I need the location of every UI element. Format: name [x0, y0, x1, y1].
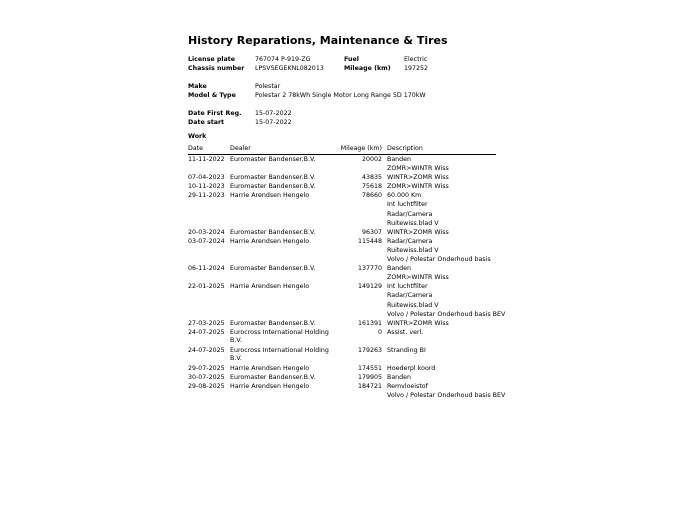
row-mileage: 0 — [377, 328, 382, 336]
row-date: 27-03-2025 — [188, 319, 225, 327]
row-description: Banden — [387, 156, 412, 163]
row-date: 11-11-2022 — [188, 156, 225, 163]
chassis-value: LPSVSEGEKNL082013 — [255, 65, 324, 72]
model-label: Model & Type — [188, 92, 236, 99]
row-description: Ruitewiss.blad V — [387, 301, 439, 309]
row-description: Int luchtfilter — [387, 201, 428, 209]
row-date: 29-08-2025 — [188, 383, 225, 391]
row-description: Volvo / Polestar Onderhoud basis BEV — [387, 392, 506, 400]
row-description: 60.000 Km — [387, 192, 422, 200]
start-label: Date start — [188, 119, 225, 126]
row-dealer: Euromaster Bandenser.B.V. — [230, 183, 316, 191]
row-description: Ruitewiss.blad V — [387, 246, 439, 254]
row-mileage: 20002 — [361, 156, 382, 163]
row-mileage: 179905 — [357, 374, 382, 382]
row-mileage: 149129 — [357, 283, 382, 291]
table-row — [188, 374, 496, 383]
work-table-header — [188, 145, 496, 155]
row-mileage: 184721 — [357, 383, 382, 391]
table-row — [188, 183, 496, 192]
row-mileage: 96307 — [361, 228, 382, 236]
row-dealer: Harrie Arendsen Hengelo — [230, 192, 310, 200]
column-header-date: Date — [188, 145, 204, 152]
work-heading: Work — [188, 133, 207, 140]
row-descriptions — [387, 192, 439, 228]
row-descriptions — [387, 174, 449, 183]
column-header-dealer: Dealer — [230, 145, 251, 152]
row-description: Assist. verl. — [387, 328, 424, 336]
start-value: 15-07-2022 — [255, 119, 292, 126]
row-date: 10-11-2023 — [188, 183, 225, 191]
row-description: Radar/Camera — [387, 237, 433, 245]
row-date: 29-07-2025 — [188, 365, 225, 373]
make-label: Make — [188, 83, 207, 90]
column-header-description: Description — [387, 145, 423, 152]
table-row — [188, 265, 496, 283]
row-mileage: 43835 — [361, 174, 382, 182]
row-date: 22-01-2025 — [188, 283, 225, 291]
work-table — [188, 145, 506, 402]
row-description: Radar/Camera — [387, 292, 433, 300]
row-date: 29-11-2023 — [188, 192, 225, 200]
row-mileage: 137770 — [357, 265, 382, 273]
table-row — [188, 174, 496, 183]
row-description: Volvo / Polestar Onderhoud basis — [387, 256, 491, 264]
row-dealer: Euromaster Bandenser.B.V. — [230, 228, 316, 236]
row-description: ZOMR>WINTR Wiss — [387, 165, 449, 173]
first-reg-value: 15-07-2022 — [255, 110, 292, 117]
mileage-value: 197252 — [404, 65, 429, 72]
row-description: Banden — [387, 374, 412, 382]
row-dealer: Harrie Arendsen Hengelo — [230, 383, 310, 391]
make-value: Polestar — [255, 83, 281, 90]
row-descriptions — [387, 265, 449, 283]
row-descriptions — [387, 365, 435, 374]
row-description: Ruitewiss.blad V — [387, 219, 439, 227]
row-mileage: 75618 — [361, 183, 382, 191]
row-date: 20-03-2024 — [188, 228, 225, 236]
mileage-label: Mileage (km) — [344, 65, 391, 72]
row-descriptions — [387, 320, 449, 329]
table-row — [188, 320, 496, 329]
row-dealer: Euromaster Bandenser.B.V. — [230, 156, 316, 163]
row-descriptions — [387, 383, 505, 401]
row-descriptions — [387, 329, 423, 338]
table-row — [188, 383, 506, 401]
row-mileage: 115448 — [357, 237, 382, 245]
row-date: 03-07-2024 — [188, 237, 225, 245]
row-description: ZOMR>WINTR Wiss — [387, 274, 449, 282]
row-dealer: Euromaster Bandenser.B.V. — [230, 374, 316, 382]
row-date: 24-07-2025 — [188, 347, 225, 355]
row-descriptions — [387, 374, 411, 383]
row-mileage: 179263 — [357, 347, 382, 355]
table-row — [188, 192, 496, 228]
row-description: Int luchtfilter — [387, 283, 428, 291]
row-description: WINTR>ZOMR Wiss — [387, 319, 449, 327]
column-header-mileage: Mileage (km) — [340, 145, 382, 152]
row-dealer: Euromaster Bandenser.B.V. — [230, 265, 316, 273]
row-dealer: Harrie Arendsen Hengelo — [230, 365, 310, 373]
row-descriptions — [387, 283, 505, 319]
page-title: History Reparations, Maintenance & Tires — [188, 34, 448, 47]
row-dealer: Harrie Arendsen Hengelo — [230, 283, 310, 291]
table-row — [188, 283, 506, 319]
row-descriptions — [387, 156, 449, 174]
table-row — [188, 229, 496, 238]
license-plate-value: 767074 P-919-ZG — [255, 56, 311, 63]
row-descriptions — [387, 183, 449, 192]
first-reg-label: Date First Reg. — [188, 110, 242, 117]
table-row — [188, 156, 496, 174]
table-row — [188, 238, 496, 265]
row-date: 07-04-2023 — [188, 174, 225, 182]
row-descriptions — [387, 229, 449, 238]
row-dealer: Eurocross International Holding B.V. — [230, 328, 329, 344]
row-date: 30-07-2025 — [188, 374, 225, 382]
row-descriptions — [387, 238, 491, 265]
fuel-label: Fuel — [344, 56, 359, 63]
license-plate-label: License plate — [188, 56, 236, 63]
row-mileage: 161391 — [357, 319, 382, 327]
row-mileage: 174551 — [357, 365, 382, 373]
row-dealer: Harrie Arendsen Hengelo — [230, 237, 310, 245]
work-table-body — [188, 155, 506, 402]
row-mileage: 78660 — [361, 192, 382, 200]
row-description: Banden — [387, 265, 412, 273]
table-row — [188, 365, 496, 374]
row-description: Volvo / Polestar Onderhoud basis BEV — [387, 310, 506, 318]
table-row — [188, 347, 496, 365]
row-description: ZOMR>WINTR Wiss — [387, 183, 449, 191]
row-description: Radar/Camera — [387, 210, 433, 218]
row-dealer: Eurocross International Holding B.V. — [230, 347, 329, 363]
row-dealer: Euromaster Bandenser.B.V. — [230, 319, 316, 327]
row-description: WINTR>ZOMR Wiss — [387, 174, 449, 182]
chassis-label: Chassis number — [188, 65, 245, 72]
row-dealer: Euromaster Bandenser.B.V. — [230, 174, 316, 182]
row-description: Hoederpl koord — [387, 365, 436, 373]
row-date: 06-11-2024 — [188, 265, 225, 273]
row-date: 24-07-2025 — [188, 328, 225, 336]
model-value: Polestar 2 78kWh Single Motor Long Range 5D 170kW — [255, 92, 426, 99]
table-row — [188, 329, 496, 347]
row-descriptions — [387, 347, 426, 356]
fuel-value: Electric — [404, 56, 428, 63]
row-description: WINTR>ZOMR Wiss — [387, 228, 449, 236]
row-description: Stranding BI — [387, 347, 426, 355]
row-description: Remvloeistof — [387, 383, 428, 391]
